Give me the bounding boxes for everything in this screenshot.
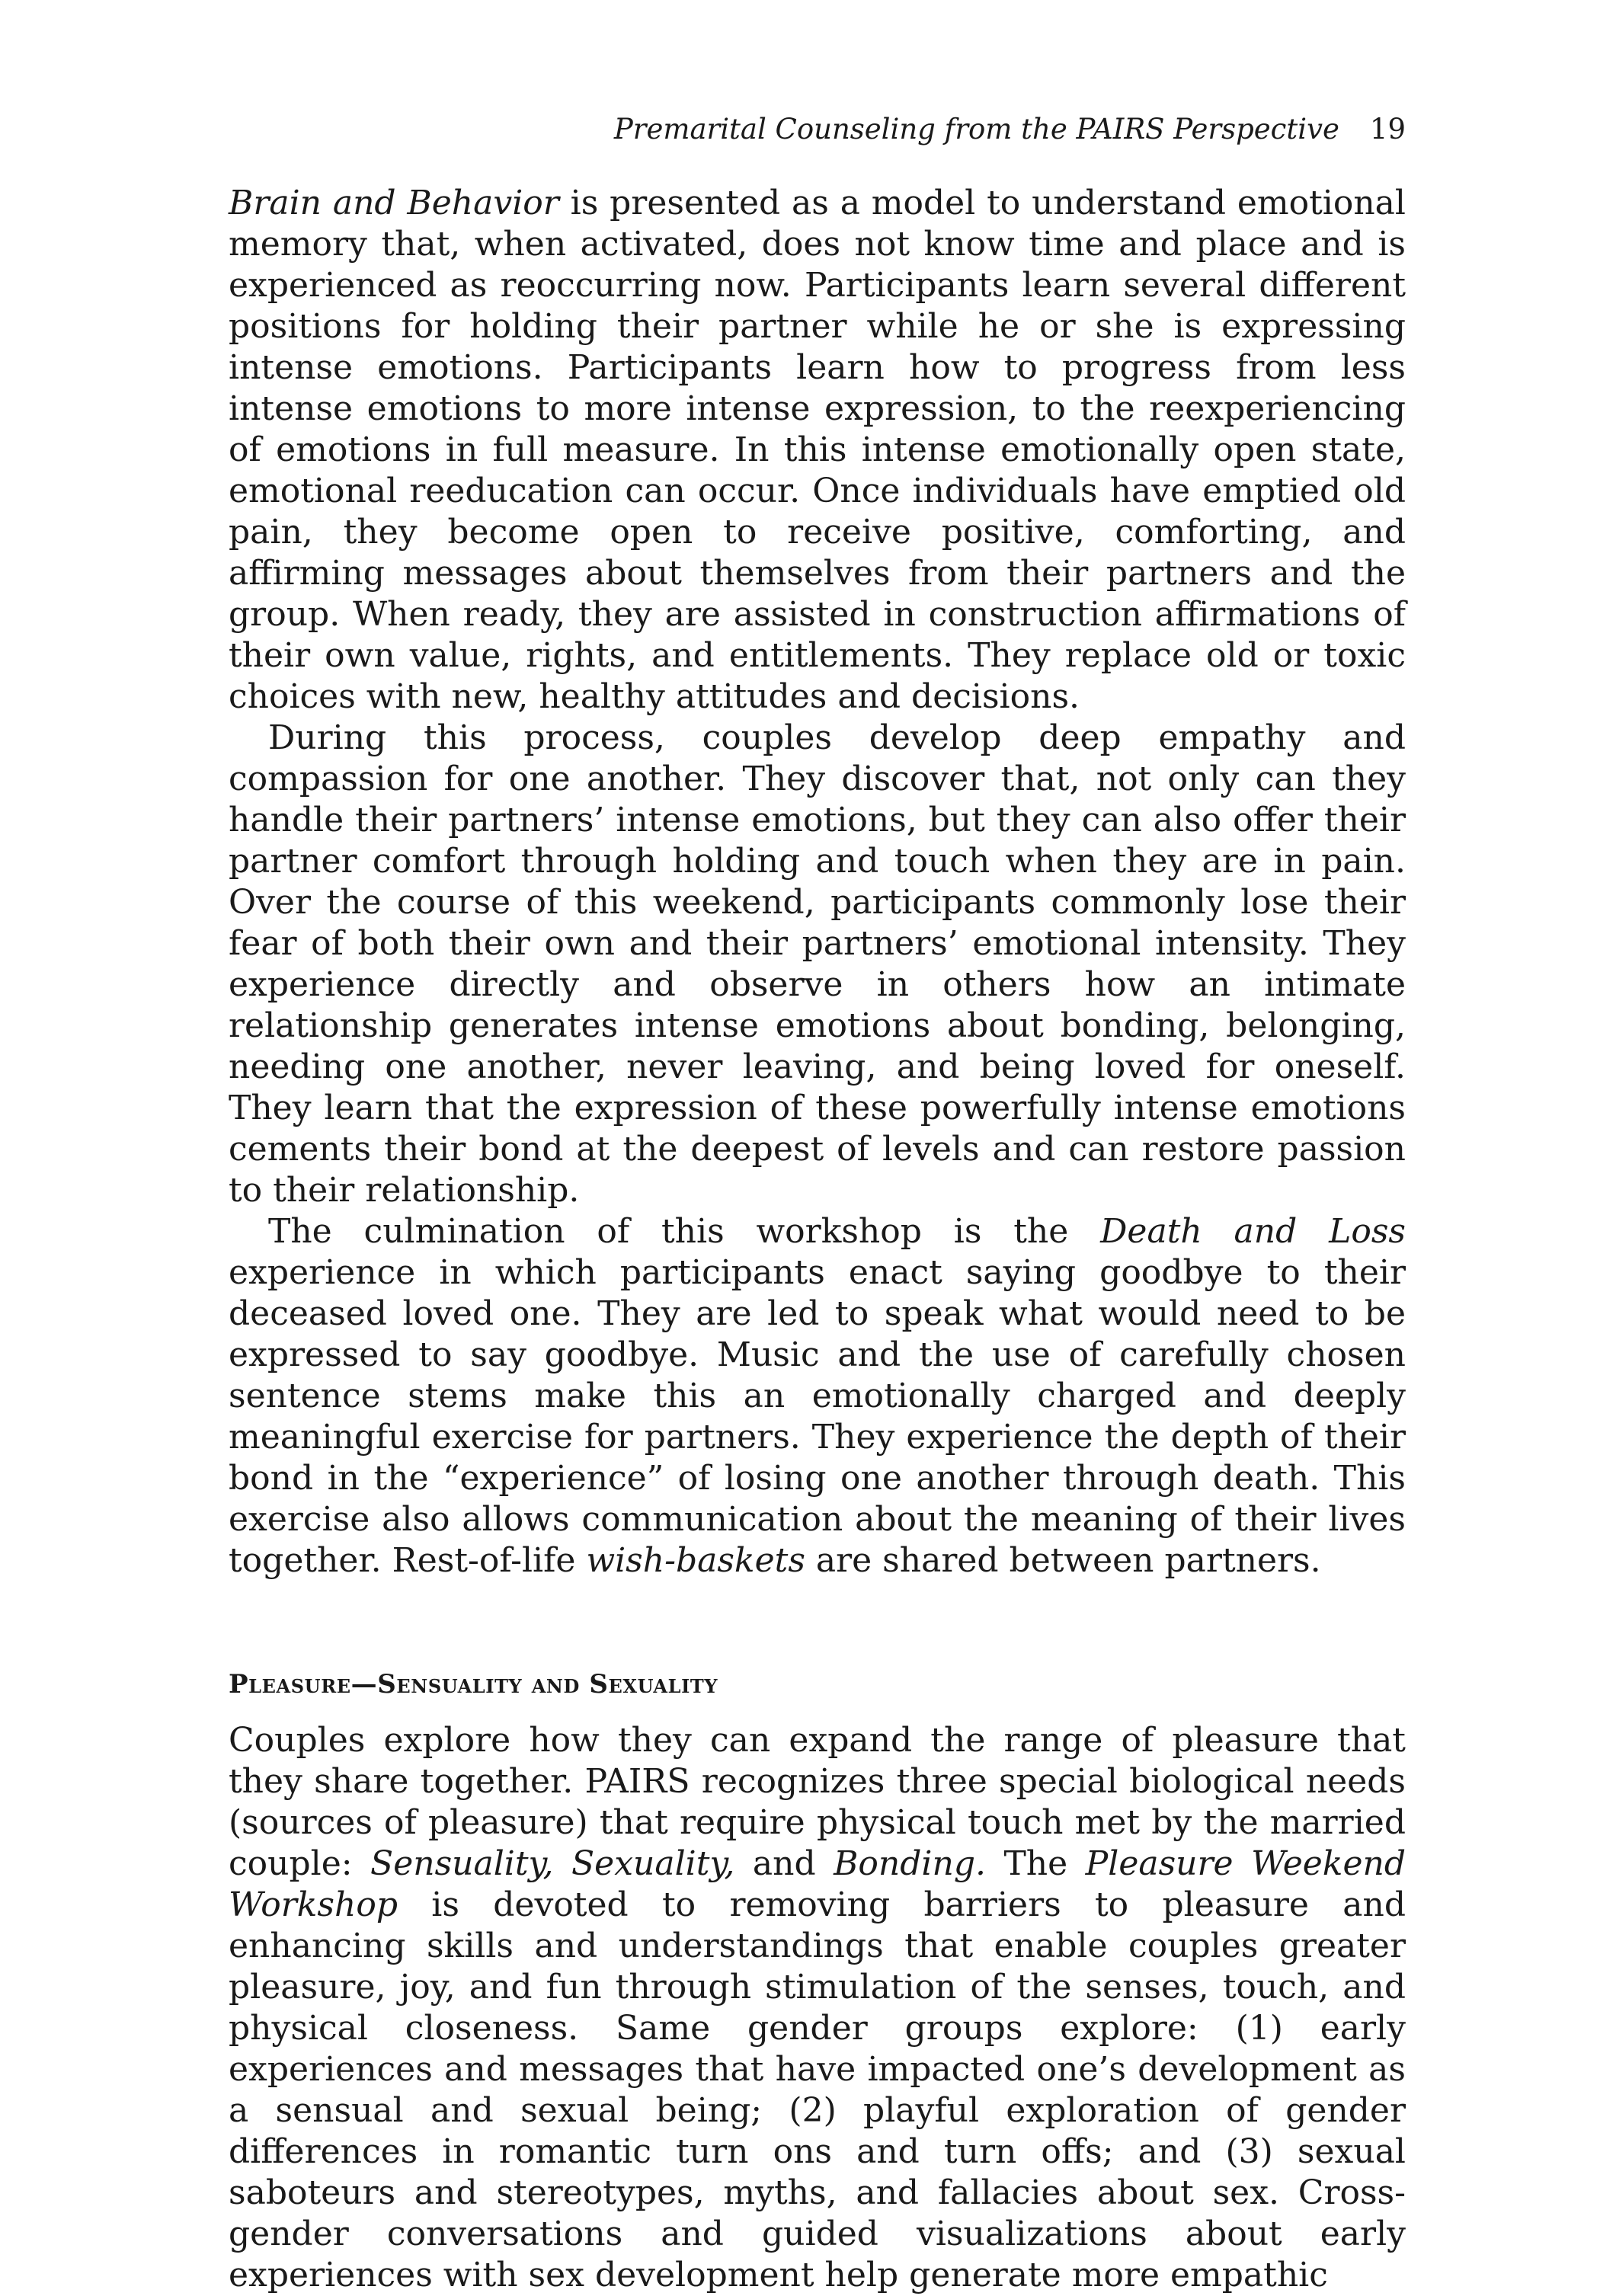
paragraph-text: During this process, couples develop deep empathy and compassion for one another. They discover that, not only can they handle their partners’ intense emotions, but they can also offer their partner comfort through holding and touch when they are in pain. Over the course of this weekend, participants commonly lose their fear of both their own and their partners’ emotional intensity. They experience directly and observe in others how an intimate relationship generates intense emotions about bonding, belonging, needing one another, never leaving, and being loved for oneself. They learn that the expression of these powerfully intense emotions cements their bond at the deepest of levels and can restore passion to their relationship. <box>229 718 1406 1210</box>
section-heading: Pleasure—Sensuality and Sexuality <box>229 1669 718 1700</box>
paragraph-text: The <box>985 1844 1086 1883</box>
emphasis-wish-baskets: wish-baskets <box>586 1541 805 1580</box>
emphasis-brain-and-behavior: Brain and Behavior <box>229 184 559 222</box>
paragraph-text: experience in which participants enact saying goodbye to their deceased loved one. They are led to speak what would need to be expressed to say goodbye. Music and the use of carefully chosen sentence stems make this an emotionally charged and deeply meaningful exercise for partners. They experience the depth of their bond in the “experience” of losing one another through death. This exercise also allows communication about the meaning of their lives together. Rest-of-life <box>229 1253 1406 1580</box>
page-number: 19 <box>1369 113 1406 145</box>
running-head <box>229 111 1406 148</box>
paragraph-text: and <box>734 1844 834 1883</box>
paragraph-text: Couples explore how they can expand the range of pleasure that they share together. PAIRS recognizes three special biological needs (sources of pleasure) that require physical touch met by the married couple: <box>229 1721 1406 1883</box>
paragraph-empathy <box>229 718 1406 1211</box>
body-text <box>229 183 1406 2296</box>
paragraph-brain-and-behavior <box>229 183 1406 718</box>
emphasis-death-and-loss: Death and Loss <box>1100 1212 1406 1251</box>
paragraph-text: is devoted to removing barriers to pleasure and enhancing skills and understandings that enable couples greater pleasure, joy, and fun through stimulation of the senses, touch, and physical closeness. Same gender groups explore: (1) early experiences and messages that have impacted one’s development as a sensual and sexual being; (2) playful exploration of gender differences in romantic turn ons and turn offs; and (3) sexual saboteurs and stereotypes, myths, and fallacies about sex. Cross-gender conversations and guided visualizations about early experiences with sex development help generate more empathic <box>229 1885 1406 2294</box>
paragraph-death-and-loss <box>229 1211 1406 1581</box>
paragraph-text: are shared between partners. <box>805 1541 1321 1580</box>
paragraph-text: The culmination of this workshop is the <box>268 1212 1101 1251</box>
emphasis-bonding: Bonding. <box>834 1844 986 1883</box>
paragraph-pleasure <box>229 1720 1406 2296</box>
running-title: Premarital Counseling from the PAIRS Perspective <box>613 113 1339 145</box>
emphasis-pleasure-weekend-workshop: Pleasure Weekend Workshop <box>229 1844 1406 1924</box>
paragraph-text: is presented as a model to understand emotional memory that, when activated, does not know time and place and is experienced as reoccurring now. Participants learn several different positions for holding their partner while he or she is expressing intense emotions. Participants learn how to progress from less intense emotions to more intense expression, to the reexperiencing of emotions in full measure. In this intense emotionally open state, emotional reeducation can occur. Once individuals have emptied old pain, they become open to receive positive, comforting, and affirming messages about themselves from their partners and the group. When ready, they are assisted in construction affirmations of their own value, rights, and entitlements. They replace old or toxic choices with new, healthy attitudes and decisions. <box>229 184 1406 716</box>
emphasis-sensuality-sexuality: Sensuality, Sexuality, <box>370 1844 735 1883</box>
